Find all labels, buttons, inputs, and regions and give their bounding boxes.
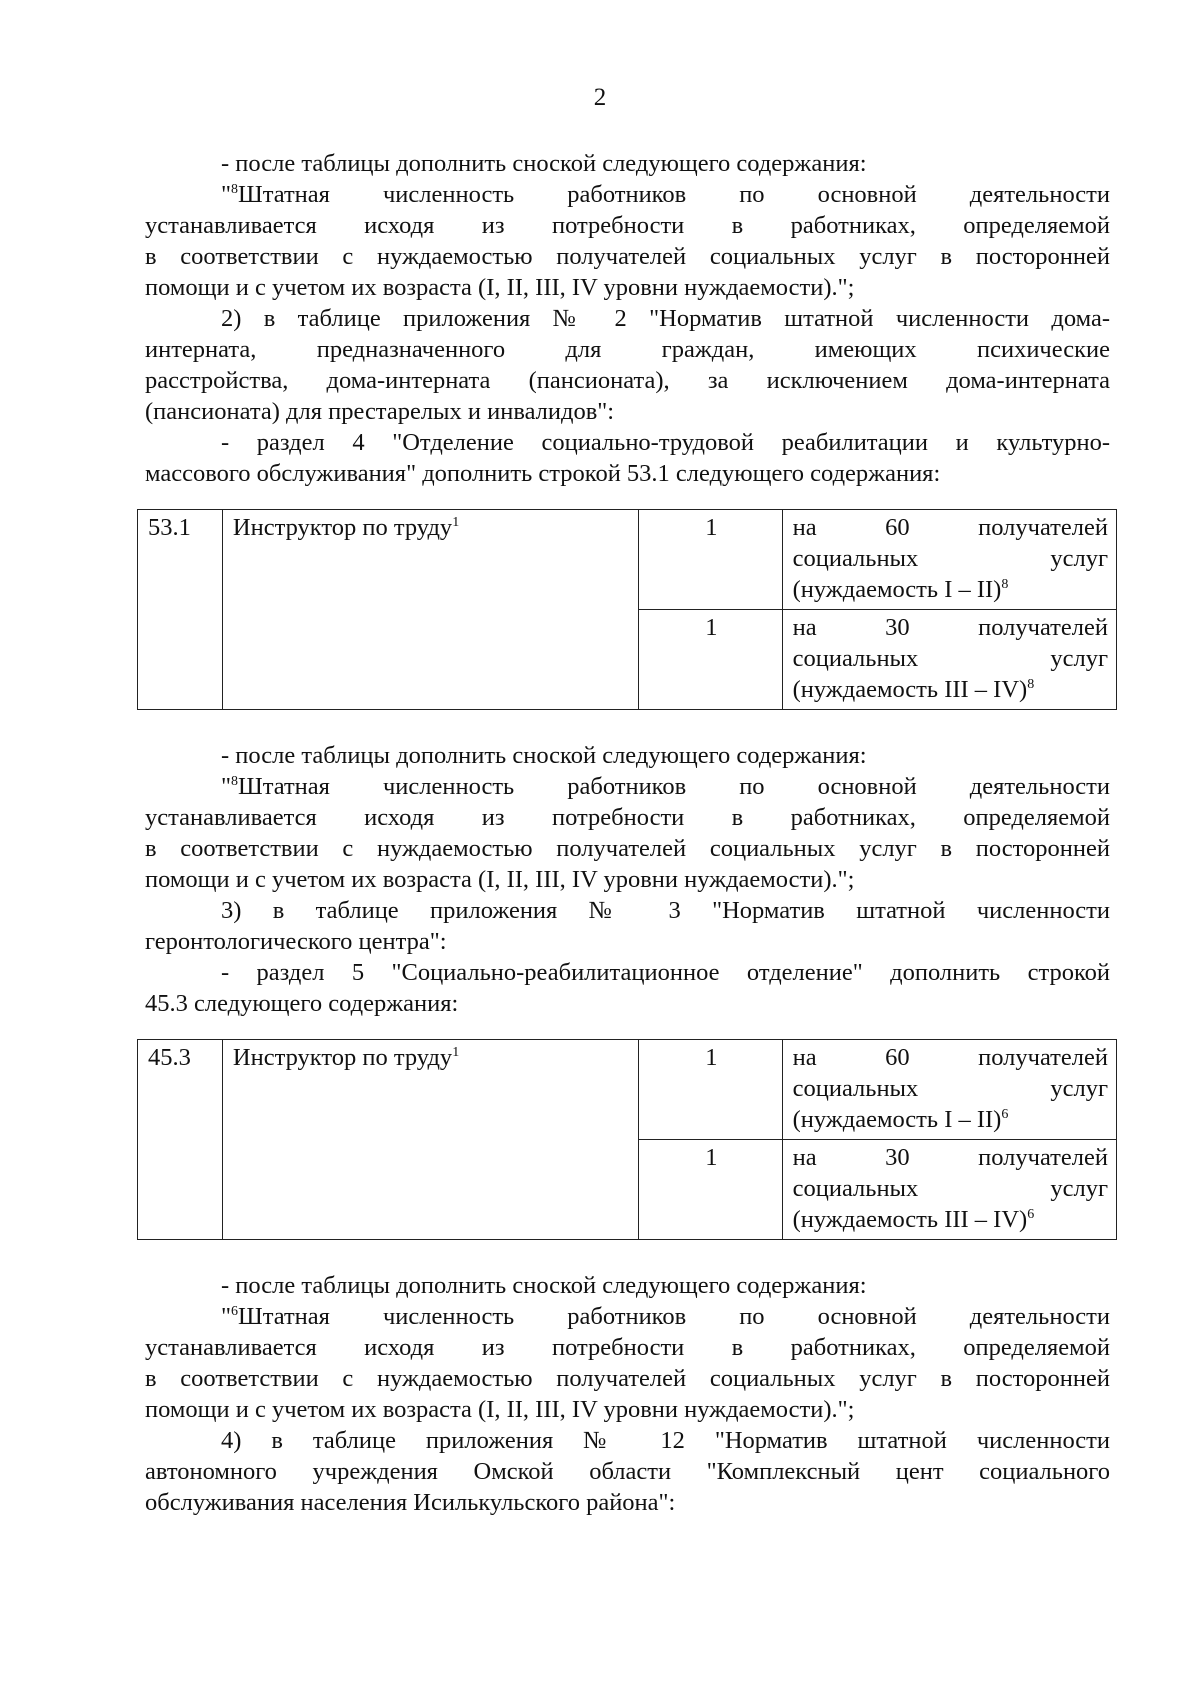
row-number: 53.1 — [138, 510, 223, 710]
staff-count: 1 — [639, 510, 783, 610]
document-body — [145, 148, 1110, 1518]
page-number: 2 — [593, 84, 607, 111]
paragraph-footnote-text-2: "$^8$Штатная численность работников по основной деятельности устанавливается исходя из потребности в работниках, определяемой в соответствии с нуждаемостью получателей социальных услуг в посторонней помощи и с учетом их возраста (I, II, III, IV уровни нуждаемости)."; — [145, 773, 1110, 893]
paragraph-footnote-intro-1: - после таблицы дополнить сноской следующего содержания: — [221, 150, 867, 177]
paragraph-section-5: - раздел 5 "Социально-реабилитационное отделение" дополнить строкой 45.3 следующего содержания: — [145, 959, 1110, 1017]
position-name: Инструктор по труду$^1$ — [222, 510, 638, 710]
ratio-note: на 60 получателей социальных услуг (нуждаемость I – II)$^6$ — [782, 1040, 1116, 1140]
staff-count: 1 — [639, 1140, 783, 1240]
table-row — [138, 1040, 1117, 1140]
paragraph-footnote-intro-3: - после таблицы дополнить сноской следующего содержания: — [221, 1272, 867, 1299]
paragraph-footnote-intro-2: - после таблицы дополнить сноской следующего содержания: — [221, 742, 867, 769]
position-name: Инструктор по труду$^1$ — [222, 1040, 638, 1240]
paragraph-item-2: 2) в таблице приложения № 2 "Норматив штатной численности дома- интерната, предназначенного для граждан, имеющих психические расстройства, дома-интерната (пансионата), за исключением дома-интерната (пансионата) для престарелых и инвалидов": — [145, 305, 1110, 425]
paragraph-item-3: 3) в таблице приложения № 3 "Норматив штатной численности геронтологического центра": — [145, 897, 1110, 955]
footnote-mark: "$^8$ — [221, 773, 239, 800]
ratio-note: на 30 получателей социальных услуг (нуждаемость III – IV)$^6$ — [782, 1140, 1116, 1240]
amendment-table-53-1 — [137, 509, 1117, 710]
table-row — [138, 510, 1117, 610]
row-number: 45.3 — [138, 1040, 223, 1240]
paragraph-item-4: 4) в таблице приложения № 12 "Норматив штатной численности автономного учреждения Омской области "Комплексный цент социального обслуживания населения Исилькульского района": — [145, 1427, 1110, 1516]
ratio-note: на 60 получателей социальных услуг (нуждаемость I – II)$^8$ — [782, 510, 1116, 610]
footnote-mark: "$^8$ — [221, 181, 239, 208]
paragraph-footnote-text-3: "$^6$Штатная численность работников по основной деятельности устанавливается исходя из потребности в работниках, определяемой в соответствии с нуждаемостью получателей социальных услуг в посторонней помощи и с учетом их возраста (I, II, III, IV уровни нуждаемости)."; — [145, 1303, 1110, 1423]
amendment-table-45-3 — [137, 1039, 1117, 1240]
staff-count: 1 — [639, 610, 783, 710]
footnote-mark: "$^6$ — [221, 1303, 239, 1330]
paragraph-footnote-text-1: "$^8$Штатная численность работников по основной деятельности устанавливается исходя из потребности в работниках, определяемой в соответствии с нуждаемостью получателей социальных услуг в посторонней помощи и с учетом их возраста (I, II, III, IV уровни нуждаемости)."; — [145, 181, 1110, 301]
paragraph-section-4: - раздел 4 "Отделение социально-трудовой реабилитации и культурно- массового обслуживания" дополнить строкой 53.1 следующего содержания: — [145, 429, 1110, 487]
staff-count: 1 — [639, 1040, 783, 1140]
ratio-note: на 30 получателей социальных услуг (нуждаемость III – IV)$^8$ — [782, 610, 1116, 710]
